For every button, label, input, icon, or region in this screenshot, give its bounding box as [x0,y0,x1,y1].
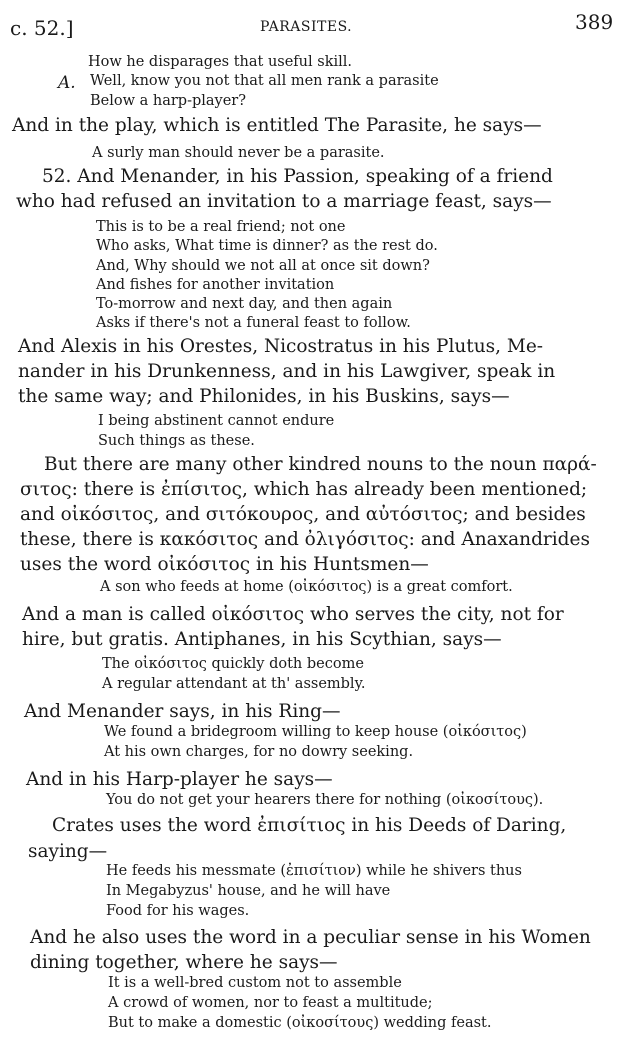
prose-line: these, there is κακόσιτος and ὀλιγόσιτος: and Anaxandrides [20,529,590,550]
verse-line: And fishes for another invitation [96,277,335,293]
verse-line: A crowd of women, nor to feast a multitude; [108,995,433,1011]
prose-line: And he also uses the word in a peculiar sense in his Women [30,927,591,948]
prose-line: who had refused an invitation to a marriage feast, says— [16,191,552,212]
verse-line: But to make a domestic (οἰκοσίτους) wedding feast. [108,1015,492,1031]
verse-line: We found a bridegroom willing to keep house (οἰκόσιτος) [104,724,527,740]
prose-line: 52. And Menander, in his Passion, speaking of a friend [42,166,553,187]
prose-line: And Menander says, in his Ring— [24,701,341,722]
verse-line: Such things as these. [98,433,255,449]
prose-line: uses the word οἰκόσιτος in his Huntsmen— [20,554,429,575]
prose-line: the same way; and Philonides, in his Buskins, says— [18,386,510,407]
prose-line: Crates uses the word ἐπισίτιος in his Deeds of Daring, [52,815,567,836]
verse-line: This is to be a real friend; not one [96,219,346,235]
prose-line: and οἰκόσιτος, and σιτόκουρος, and αὐτόσιτος; and besides [20,504,586,525]
verse-line: A surly man should never be a parasite. [92,145,385,161]
verse-line: Food for his wages. [106,903,250,919]
verse-line: How he disparages that useful skill. [88,54,353,70]
speaker-label: A. [58,73,76,93]
verse-line: In Megabyzus' house, and he will have [106,883,391,899]
verse-line: To-morrow and next day, and then again [96,296,393,312]
running-title: PARASITES. [260,19,353,35]
verse-line: Asks if there's not a funeral feast to follow. [96,315,411,331]
verse-line: A son who feeds at home (οἰκόσιτος) is a great comfort. [100,579,513,595]
prose-line: And Alexis in his Orestes, Nicostratus in his Plutus, Me- [18,336,544,357]
verse-line: Who asks, What time is dinner? as the rest do. [96,238,438,254]
prose-line: And in the play, which is entitled The Parasite, he says— [12,115,542,136]
verse-line: Below a harp-player? [90,93,247,109]
prose-line: nander in his Drunkenness, and in his Lawgiver, speak in [18,361,556,382]
page-number: 389 [575,10,614,34]
verse-line: Well, know you not that all men rank a parasite [90,73,439,89]
verse-line: And, Why should we not all at once sit down? [96,258,430,274]
verse-line: A regular attendant at th' assembly. [102,676,366,692]
verse-line: At his own charges, for no dowry seeking. [104,744,414,760]
verse-line: I being abstinent cannot endure [98,413,335,429]
verse-line: He feeds his messmate (ἐπισίτιον) while he shivers thus [106,863,522,879]
chapter-marker: c. 52.] [10,16,74,40]
verse-line: It is a well-bred custom not to assemble [108,975,402,991]
prose-line: And a man is called οἰκόσιτος who serves the city, not for [22,604,564,625]
prose-line: σιτος: there is ἐπίσιτος, which has already been mentioned; [20,479,588,500]
prose-line: dining together, where he says— [30,952,338,973]
prose-line: hire, but gratis. Antiphanes, in his Scythian, says— [22,629,502,650]
prose-line: But there are many other kindred nouns to the noun παρά- [44,454,597,475]
prose-line: saying— [28,841,108,862]
verse-line: The οἰκόσιτος quickly doth become [102,656,364,672]
verse-line: You do not get your hearers there for nothing (οἰκοσίτους). [106,792,544,808]
prose-line: And in his Harp-player he says— [26,769,333,790]
